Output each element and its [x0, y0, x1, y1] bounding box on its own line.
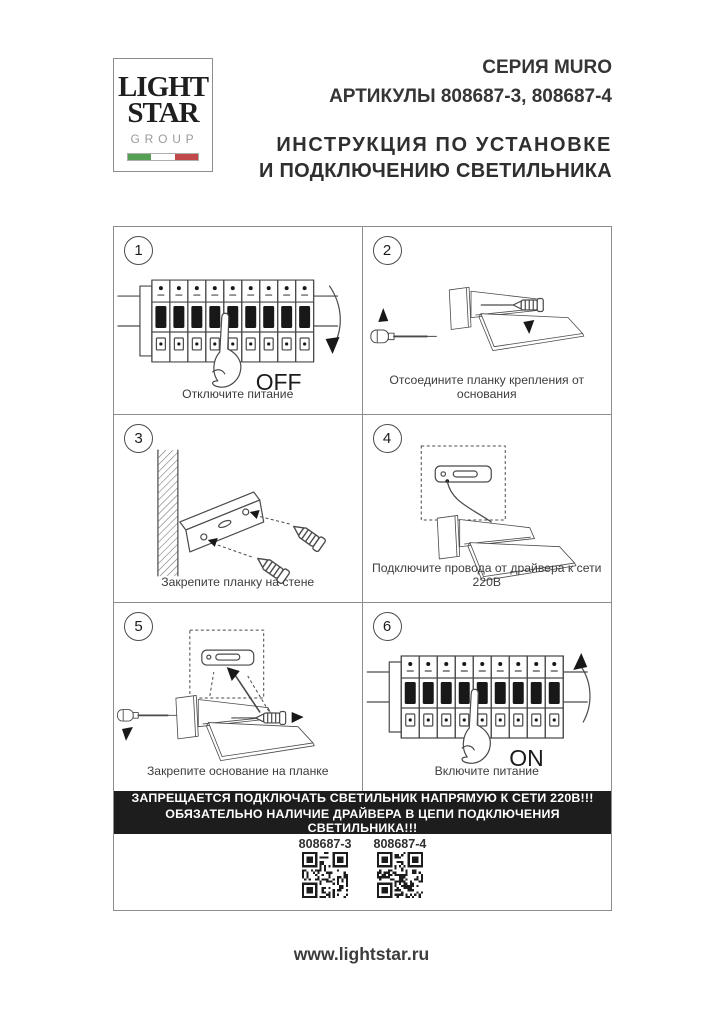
qr-label: 808687-4	[373, 837, 427, 851]
step-number: 1	[124, 236, 153, 265]
website-url: www.lightstar.ru	[293, 944, 430, 964]
qr-section	[114, 834, 611, 910]
on-label: ON	[508, 745, 544, 771]
logo-star-text: STAR	[127, 96, 199, 129]
qr-code	[377, 852, 423, 898]
step-caption: Закрепите основание на планке	[146, 764, 329, 778]
instruction-box	[113, 226, 612, 911]
breaker-on-illustration	[363, 626, 612, 772]
step-caption: Включите питание	[434, 764, 539, 778]
logo-light-text: LIGHT	[117, 71, 209, 103]
step-4	[363, 415, 612, 603]
flag-green-segment	[128, 154, 151, 160]
steps-grid	[114, 227, 611, 791]
mount-base-illustration	[114, 626, 362, 772]
warning-line-1: ЗАПРЕЩАЕТСЯ ПОДКЛЮЧАТЬ СВЕТИЛЬНИК НАПРЯМУЮ К СЕТИ 220В!!!	[131, 790, 594, 805]
qr-label: 808687-3	[298, 837, 352, 851]
article-numbers: АРТИКУЛЫ 808687-3, 808687-4	[329, 86, 612, 107]
lightstar-logo	[113, 58, 213, 172]
step-number: 3	[124, 424, 153, 453]
step-number: 5	[124, 612, 153, 641]
off-label: OFF	[255, 368, 302, 395]
step-caption: Отключите питание	[182, 387, 294, 401]
step-3	[114, 415, 363, 603]
flag-white-segment	[151, 154, 174, 160]
step-5	[114, 603, 363, 791]
warning-line-2: ОБЯЗАТЕЛЬНО НАЛИЧИЕ ДРАЙВЕРА В ЦЕПИ ПОДКЛЮЧЕНИЯ СВЕТИЛЬНИКА!!!	[165, 806, 560, 835]
document-header	[259, 57, 612, 184]
step-caption: Закрепите планку на стене	[161, 575, 315, 589]
title-line-2: И ПОДКЛЮЧЕНИЮ СВЕТИЛЬНИКА	[258, 160, 612, 182]
step-caption: Подключите провода от драйвера к сети 220В	[372, 561, 602, 589]
series-title: СЕРИЯ MURO	[482, 57, 612, 78]
step-2	[363, 227, 612, 415]
warning-banner	[114, 791, 611, 834]
step-number: 6	[373, 612, 402, 641]
step-number: 2	[373, 236, 402, 265]
step-6	[363, 603, 612, 791]
logo-group-text: GROUP	[130, 132, 199, 147]
wall-bracket-illustration	[114, 438, 362, 584]
step-caption: Отсоедините планку крепления от основания	[389, 373, 585, 401]
qr-item-808687-4	[374, 837, 427, 898]
qr-code	[302, 852, 348, 898]
step-1	[114, 227, 363, 415]
title-line-1: ИНСТРУКЦИЯ ПО УСТАНОВКЕ	[276, 134, 612, 156]
qr-item-808687-3	[299, 837, 352, 898]
italian-flag-icon	[127, 153, 199, 161]
breaker-off-illustration	[114, 250, 362, 396]
flag-red-segment	[175, 154, 198, 160]
document-title	[259, 132, 612, 184]
step-number: 4	[373, 424, 402, 453]
